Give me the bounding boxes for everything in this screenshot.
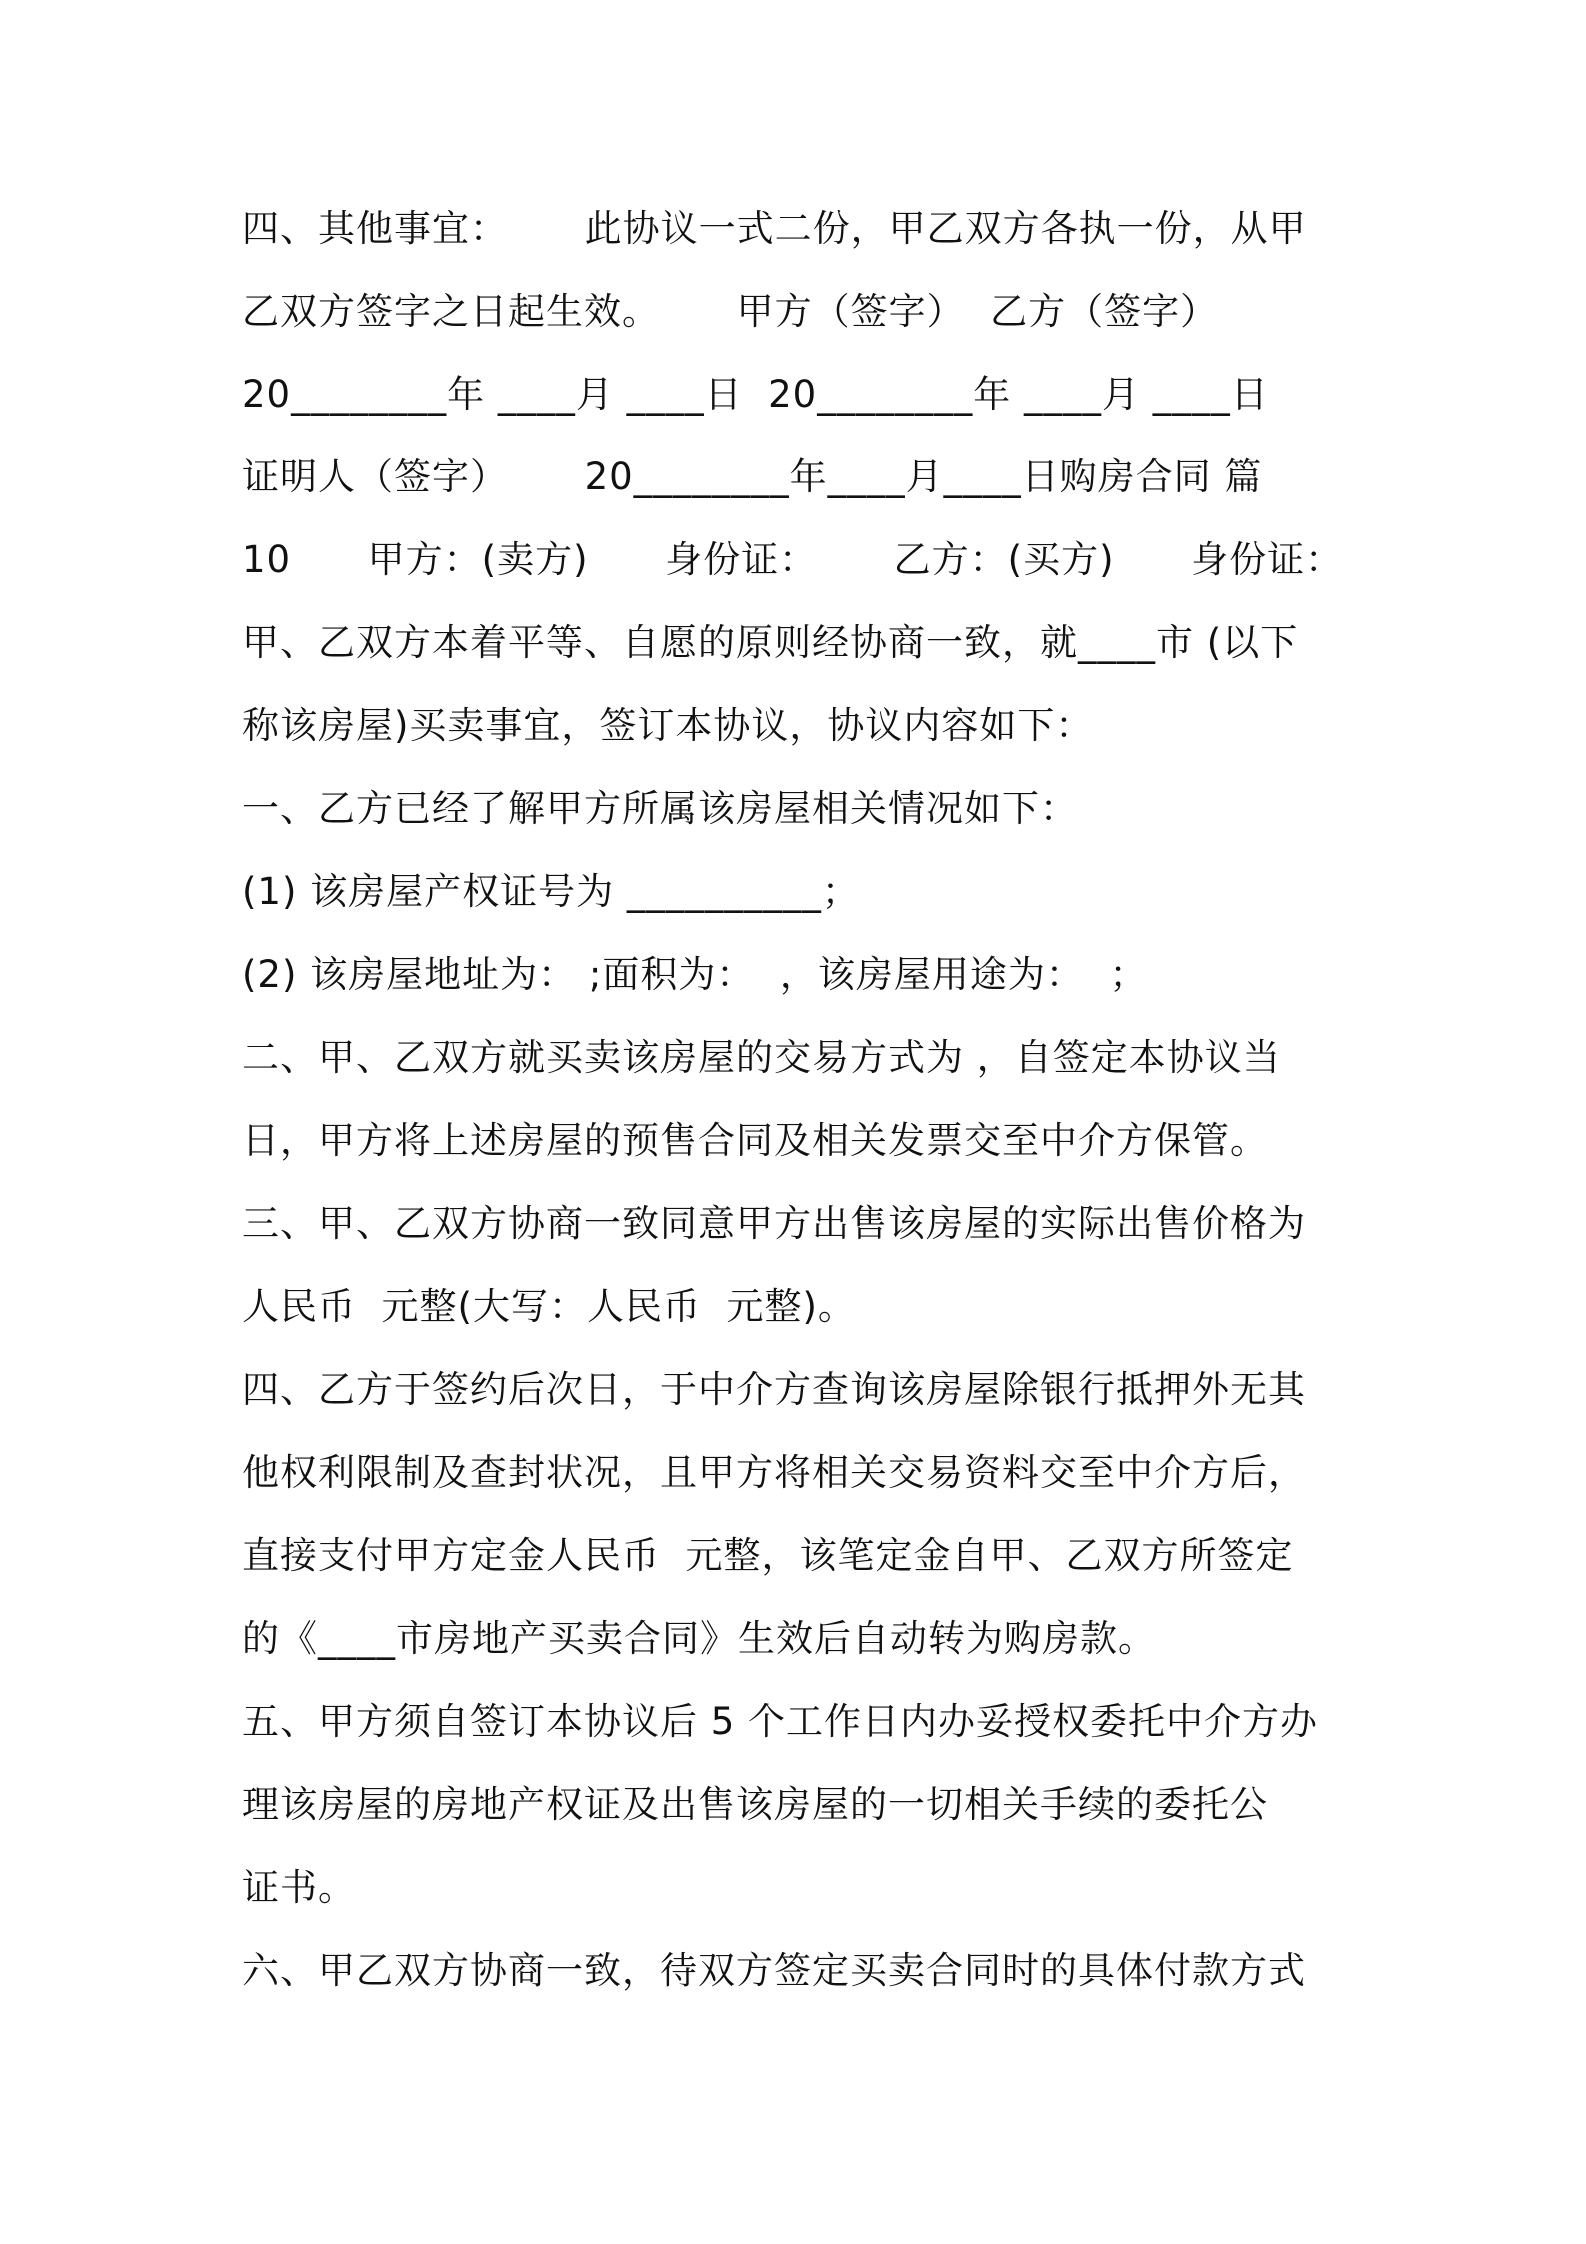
text-line: 人民币 元整(大写：人民币 元整)。 <box>242 1285 856 1328</box>
text-line: 10 甲方：(卖方) 身份证： 乙方：(买方) 身份证： <box>242 538 1344 581</box>
text-line: 六、甲乙双方协商一致，待双方签定买卖合同时的具体付款方式 <box>242 1949 1306 1992</box>
text-line: 四、其他事宜： 此协议一式二份，甲乙双方各执一份，从甲 <box>242 207 1307 250</box>
text-line: (1) 该房屋产权证号为 __________； <box>242 870 860 913</box>
text-line: 日，甲方将上述房屋的预售合同及相关发票交至中介方保管。 <box>242 1119 1268 1162</box>
text-line: (2) 该房屋地址为： ;面积为： ，该房屋用途为： ； <box>242 953 1148 996</box>
text-line: 的《____市房地产买卖合同》生效后自动转为购房款。 <box>242 1617 1156 1660</box>
text-line: 四、乙方于签约后次日，于中介方查询该房屋除银行抵押外无其 <box>242 1368 1306 1411</box>
text-line: 三、甲、乙双方协商一致同意甲方出售该房屋的实际出售价格为 <box>242 1202 1306 1245</box>
text-line: 理该房屋的房地产权证及出售该房屋的一切相关手续的委托公 <box>242 1783 1268 1826</box>
text-line: 20________年 ____月 ____日 20________年 ____月 ____日 <box>242 373 1269 416</box>
text-line: 五、甲方须自签订本协议后 5 个工作日内办妥授权委托中介方办 <box>242 1700 1319 1743</box>
text-line: 证明人（签字） 20________年____月____日购房合同 篇 <box>242 455 1263 498</box>
text-line: 他权利限制及查封状况，且甲方将相关交易资料交至中介方后， <box>242 1451 1306 1494</box>
text-line: 证书。 <box>242 1866 356 1909</box>
text-line: 一、乙方已经了解甲方所属该房屋相关情况如下： <box>242 787 1078 830</box>
text-line: 称该房屋)买卖事宜，签订本协议，协议内容如下： <box>242 704 1094 747</box>
text-line: 直接支付甲方定金人民币 元整，该笔定金自甲、乙双方所签定 <box>242 1534 1294 1577</box>
text-line: 甲、乙双方本着平等、自愿的原则经协商一致，就____市 (以下 <box>242 621 1299 664</box>
text-line: 二、甲、乙双方就买卖该房屋的交易方式为 ，自签定本协议当 <box>242 1036 1281 1079</box>
text-line: 乙双方签字之日起生效。 甲方（签字） 乙方（签字） <box>242 290 1219 333</box>
